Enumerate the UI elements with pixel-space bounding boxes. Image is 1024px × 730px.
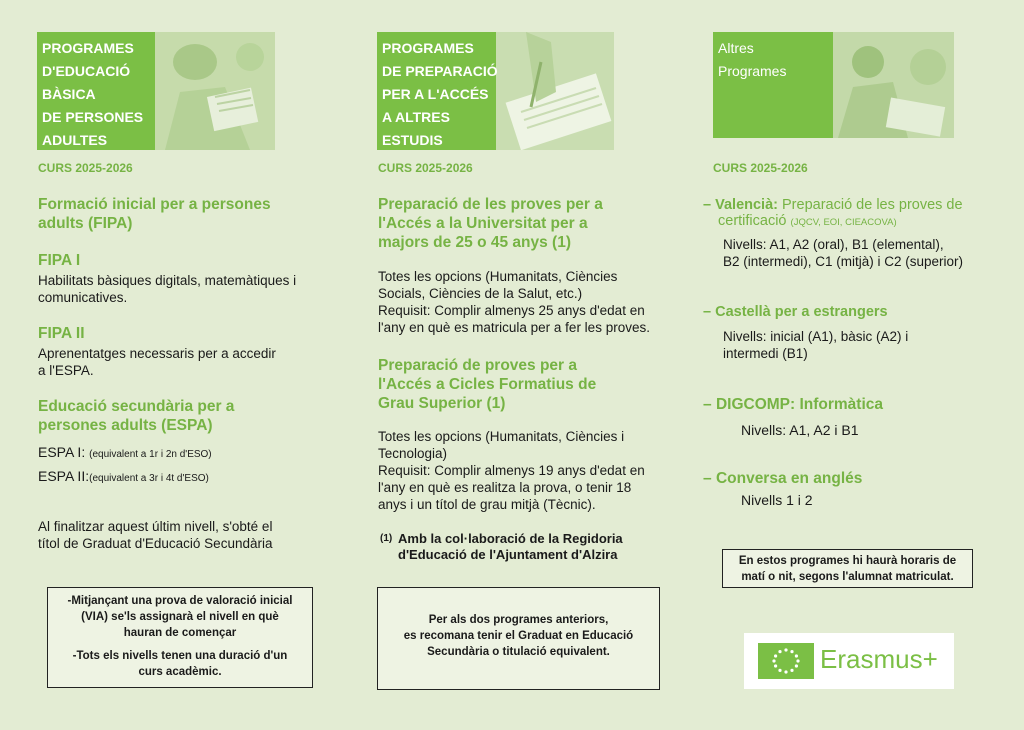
erasmus-logo	[744, 633, 954, 689]
header-title-2: PROGRAMES DE PREPARACIÓ PER A L'ACCÉS A ALTRES ESTUDIS	[382, 40, 498, 148]
header-title-3: Altres Programes	[718, 40, 787, 79]
fipa1-text: Habilitats bàsiques digitals, matemàtiques i comunicatives.	[38, 273, 297, 305]
conversa-levels: Nivells 1 i 2	[741, 492, 813, 508]
fipa-heading: Formació inicial per a persones adults (FIPA)	[38, 196, 271, 232]
final-text: Al finalitzar aquest últim nivell, s'obté el títol de Graduat d'Educació Secundària	[38, 519, 273, 551]
cfgs-text: Totes les opcions (Humanitats, Ciències i Tecnologia) Requisit: Complir almenys 19 anys d'edat en l'any en què es realitza la prova, o tenir 18 anys i un títol de grau mitjà (Tècnic).	[378, 429, 645, 512]
fipa2-text: Aprenentatges necessaris per a accedir a l'ESPA.	[38, 346, 276, 378]
university-text: Totes les opcions (Humanitats, Ciències Socials, Ciències de la Salut, etc.) Requisit: Complir almenys 25 anys d'edat en l'any en què es matricula per a fer les proves.	[378, 269, 650, 335]
header-photo-3	[833, 32, 954, 138]
castella-heading: – Castellà per a estrangers	[703, 304, 888, 320]
castella-levels: Nivells: inicial (A1), bàsic (A2) i intermedi (B1)	[723, 329, 909, 361]
valencia-levels: Nivells: A1, A2 (oral), B1 (elemental), B2 (intermedi), C1 (mitjà) i C2 (superior)	[723, 237, 964, 269]
valencia-heading: – Valencià: Preparació de les proves de	[703, 197, 963, 213]
valencia-heading-2: certificació (JQCV, EOI, CIEACOVA)	[718, 213, 897, 229]
info-box-1: -Mitjançant una prova de valoració inicial (VIA) se'ls assignarà el nivell en què hauran de començar -Tots els nivells tenen una duració d'un curs acadèmic.	[47, 587, 313, 688]
fipa2-heading: FIPA II	[38, 325, 85, 342]
espa-heading: Educació secundària per a persones adults (ESPA)	[38, 398, 235, 434]
info-box-3: En estos programes hi haurà horaris de matí o nit, segons l'alumnat matriculat.	[722, 549, 973, 588]
conversa-heading: – Conversa en anglés	[703, 470, 863, 487]
espa2-line: ESPA II:(equivalent a 3r i 4t d'ESO)	[38, 468, 209, 484]
header-photo-1	[155, 32, 275, 150]
digcomp-heading: – DIGCOMP: Informàtica	[703, 396, 884, 413]
digcomp-levels: Nivells: A1, A2 i B1	[741, 422, 859, 438]
course-year-1: CURS 2025-2026	[38, 161, 133, 175]
info-box-2: Per als dos programes anteriors, es recomana tenir el Graduat en Educació Secundària o titulació equivalent.	[377, 587, 660, 690]
espa1-line: ESPA I: (equivalent a 1r i 2n d'ESO)	[38, 444, 212, 460]
course-year-2: CURS 2025-2026	[378, 161, 473, 175]
header-title-1: PROGRAMES D'EDUCACIÓ BÀSICA DE PERSONES ADULTES	[42, 40, 144, 148]
footnote-number: (1)	[380, 533, 393, 544]
erasmus-label: Erasmus+	[820, 644, 938, 674]
footnote-text: Amb la col·laboració de la Regidoria d'Educació de l'Ajuntament d'Alzira	[398, 531, 623, 562]
course-year-3: CURS 2025-2026	[713, 161, 808, 175]
cfgs-heading: Preparació de proves per a l'Accés a Cicles Formatius de Grau Superior (1)	[378, 357, 597, 412]
university-heading: Preparació de les proves per a l'Accés a la Universitat per a majors de 25 o 45 anys (1)	[378, 196, 603, 251]
header-photo-2	[496, 32, 614, 150]
fipa1-heading: FIPA I	[38, 252, 81, 269]
